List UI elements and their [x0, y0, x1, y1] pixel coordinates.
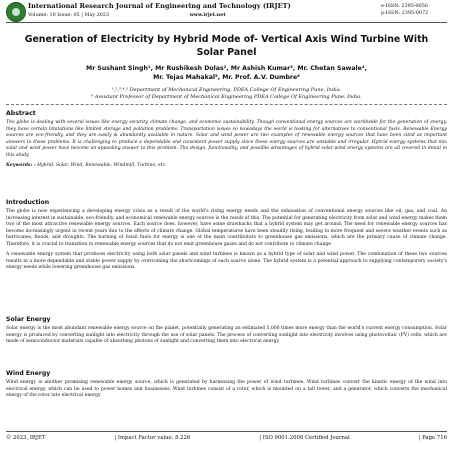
journal-name: International Research Journal of Engineering and Technology (IRJET)	[28, 2, 291, 10]
footer-copyright: © 2023, IRJET	[6, 435, 46, 441]
affiliations	[14, 87, 439, 101]
pissn: p-ISSN: 2395-0072	[381, 10, 429, 16]
abstract-heading: Abstract	[6, 110, 36, 117]
introduction-section	[6, 199, 447, 272]
solar-energy-text: Solar energy is the most abundant renewable energy source on the planet, potentially generating an estimated 5,000 times more energy than the world's current energy consumption. Solar energy is produced by converting sunlight into electricity through the use of solar panels. The process of converting sunlight into electricity involves using photovoltaic (PV) cells, which are made of semiconductor materials capable of absorbing photons of sunlight and converting them into electrical energy.	[6, 326, 447, 344]
solar-energy-heading: Solar Energy	[6, 316, 51, 323]
introduction-heading: Introduction	[6, 199, 50, 206]
authors-line-2: Mr. Tejas Mahakal⁵, Mr. Prof. A.V. Dumbre⁶	[153, 74, 300, 81]
journal-website[interactable]: www.irjet.net	[189, 12, 226, 18]
abstract-text: The globe is dealing with several issues like energy security, climate change, and economic sustainability. Though conventional energy sources are worldwide for the generation of energy, they have certain limitations like limited storage and pollution problems. Transportation issues so nowadays the world is looking for alternatives to conventional fuels. Renewable Energy sources are eco-friendly, and they are easily & abundantly available in nature. Solar and wind power are two examples of renewable energy sources that have been cited as important answers to these problems. It is challenging to produce a dependable and consistent power supply since these energy sources are unstable and irregular. Hybrid energy systems that mix solar and wind power have become an appealing answer to this problem. The design, functionality, and possible advantages of hybrid solar-wind energy systems are all covered in detail in this study.	[6, 120, 447, 158]
footer-rule	[6, 431, 447, 432]
header-rule	[6, 22, 447, 23]
journal-header	[0, 0, 453, 24]
footer-impact-factor: | Impact Factor value: 8.226	[114, 435, 191, 441]
journal-logo-icon	[6, 2, 26, 22]
keywords-text: Hybrid, Solar, Wind, Renewable, Windmill, Turbine, etc.	[35, 163, 167, 168]
footer-iso: | ISO 9001:2008 Certified Journal	[259, 435, 350, 441]
introduction-paragraph-1: The globe is now experiencing a developing energy crisis as a result of the world's rising energy needs and the exhaustion of conventional energy sources like oil, gas, and coal. An increasing interest in sustainable, eco-friendly, and economical renewable energy sources is the result of this. The potential for generating electricity from solar and wind energy makes them two of the most attractive renewable energy sources. Each source does, however, have some drawbacks that a hybrid system may get around. The need for renewable energy sources has become increasingly urgent in recent years due to the effects of climate change. Global temperatures have been steadily rising, leading to more frequent and severe weather events such as hurricanes, floods, and droughts. The burning of fossil fuels for energy is one of the main contributors to greenhouse gas emissions, which are the primary cause of climate change. Therefore, it is crucial to transition to renewable energy sources that do not emit greenhouse gases and do not contribute to climate change	[6, 209, 447, 247]
eissn: e-ISSN: 2395-0056	[381, 3, 428, 9]
solar-energy-section	[6, 316, 447, 346]
introduction-paragraph-2: A renewable energy system that produces electricity using both solar panels and wind turbines is known as a hybrid type of solar and wind power. The combination of these two sources results in a more dependable and stable power supply by overcoming the shortcomings of each source alone. The hybrid system is a potential approach to supplying contemporary society's energy needs while lowering greenhouse gas emissions.	[6, 252, 447, 270]
keywords-line	[6, 163, 447, 170]
affiliation-1: ¹,²,³,⁴,⁵ Department of Mechanical Engineering, PDEA College Of Engineering Pune, India.	[111, 87, 342, 93]
volume-issue: Volume: 10 Issue: 05 | May 2023	[28, 12, 110, 18]
footer-page-number: | Page 716	[418, 435, 447, 441]
wind-energy-section	[6, 370, 447, 400]
abstract-section	[6, 110, 447, 170]
affiliation-2: ⁶ Assistant Professor of Department of Mechanical Engineering PDEA College Of Engineering Pune, India.	[91, 94, 362, 100]
section-divider	[6, 104, 447, 105]
wind-energy-heading: Wind Energy	[6, 370, 51, 377]
journal-footer	[6, 435, 447, 441]
wind-energy-text: Wind energy is another promising renewable energy source, which is generated by harnessing the power of wind turbines. Wind turbines convert the kinetic energy of the wind into electrical energy, which can be used to power homes and businesses. Wind turbines consist of a rotor, which is mounted on a tall tower, and a generator, which converts the mechanical energy of the rotor into electrical energy	[6, 380, 447, 398]
paper-title: Generation of Electricity by Hybrid Mode of- Vertical Axis Wind Turbine With Solar Panel	[24, 34, 429, 58]
authors-line-1: Mr Sushant Singh¹, Mr Rushikesh Dolas², Mr Ashish Kumar³, Mr. Chetan Sawale⁴,	[86, 65, 367, 72]
author-list	[20, 64, 433, 82]
keywords-label: Keywords: -	[6, 163, 36, 168]
